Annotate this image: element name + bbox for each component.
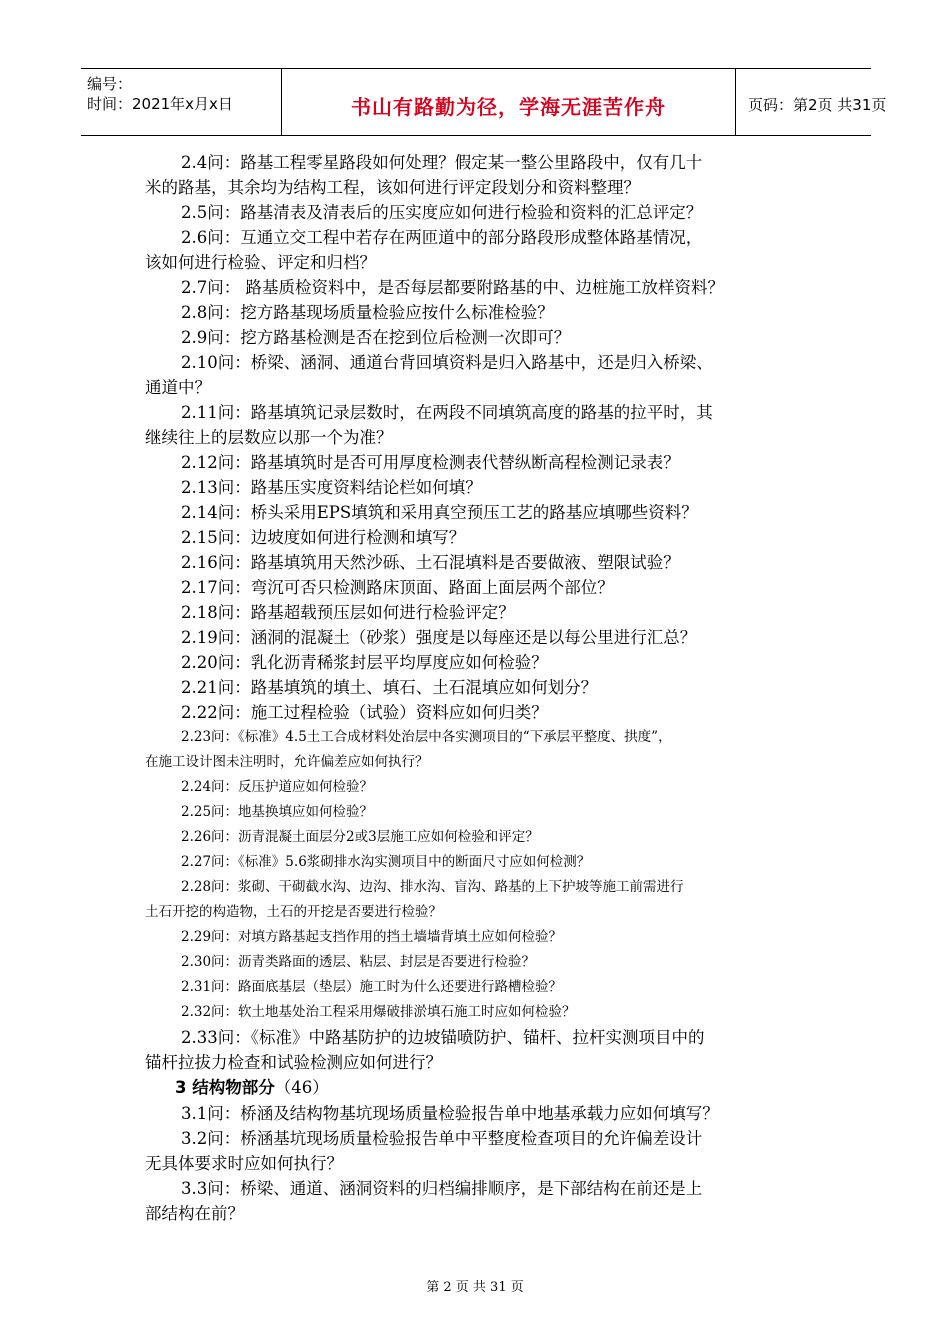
page-footer: 第 2 页 共 31 页 [426,1280,524,1295]
header-left-cell [81,69,281,135]
section-3-heading [145,1075,805,1101]
question-item [145,775,805,800]
section-2-questions [145,150,805,1075]
question-line: 2.30问：沥青类路面的透层、粘层、封层是否要进行检验？ [181,954,536,970]
question-line: 2.17问：弯沉可否只检测路床顶面、路面上面层两个部位？ [181,578,614,597]
header-table [81,68,887,136]
section-3-count: （46） [274,1078,329,1097]
question-line: 2.22问：施工过程检验（试验）资料应如何归类？ [181,703,548,722]
motto-text: 书山有路勤为径，学海无涯苦作舟 [351,95,666,119]
number-label: 编号： [87,75,133,93]
question-item [145,975,805,1000]
section-3-title: 3 结构物部分 [175,1078,275,1097]
question-line: 在施工设计图未注明时，允许偏差应如何执行？ [145,754,429,770]
time-label: 时间：2021年x月x日 [87,95,233,113]
question-item [145,350,805,400]
question-line: 部结构在前？ [145,1204,244,1223]
question-item [145,225,805,275]
question-line: 2.21问：路基填筑的填土、填石、土石混填应如何划分？ [181,678,598,697]
question-line: 2.7问： 路基质检资料中，是否每层都要附路基的中、边桩施工放样资料？ [181,278,724,297]
question-item [145,925,805,950]
question-line: 继续往上的层数应以那一个为准？ [145,428,393,447]
question-line: 3.1问：桥涵及结构物基坑现场质量检验报告单中地基承载力应如何填写？ [181,1104,719,1123]
question-item [145,950,805,975]
question-line: 2.26问：沥青混凝土面层分2或3层施工应如何检验和评定？ [181,829,539,845]
question-item [145,1025,805,1075]
question-item [145,725,805,775]
question-line: 2.25问：地基换填应如何检验？ [181,804,374,820]
question-line: 2.14问：桥头采用EPS填筑和采用真空预压工艺的路基应填哪些资料？ [181,503,698,522]
question-item [145,675,805,700]
question-item [145,575,805,600]
question-line: 2.9问：挖方路基检测是否在挖到位后检测一次即可？ [181,328,571,347]
question-line: 2.32问：软土地基处治工程采用爆破排淤填石施工时应如何检验？ [181,1004,576,1020]
question-line: 2.31问：路面底基层（垫层）施工时为什么还要进行路槽检验？ [181,979,563,995]
question-line: 2.5问：路基清表及清表后的压实度应如何进行检验和资料的汇总评定？ [181,203,703,222]
question-item [145,325,805,350]
section-3-questions [145,1101,805,1226]
question-item [145,625,805,650]
question-line: 2.27问：《标准》5.6浆砌排水沟实测项目中的断面尺寸应如何检测？ [181,854,591,870]
question-line: 2.19问：涵洞的混凝土（砂浆）强度是以每座还是以每公里进行汇总？ [181,628,697,647]
question-line: 2.24问：反压护道应如何检验？ [181,779,374,795]
question-line: 3.3问：桥梁、通道、涵洞资料的归档编排顺序，是下部结构在前还是上 [181,1179,703,1198]
question-item [145,850,805,875]
question-item [145,275,805,300]
question-item [145,1176,805,1226]
question-line: 2.12问：路基填筑时是否可用厚度检测表代替纵断高程检测记录表？ [181,453,680,472]
question-line: 3.2问：桥涵基坑现场质量检验报告单中平整度检查项目的允许偏差设计 [181,1129,703,1148]
question-line: 土石开挖的构造物，土石的开挖是否要进行检验？ [145,904,442,920]
question-line: 2.23问：《标准》4.5土工合成材料处治层中各实测项目的“下承层平整度、拱度”， [181,729,672,745]
question-item [145,450,805,475]
question-line: 2.16问：路基填筑用天然沙砾、土石混填料是否要做液、塑限试验？ [181,553,680,572]
question-line: 2.20问：乳化沥青稀浆封层平均厚度应如何检验？ [181,653,548,672]
question-item [145,1126,805,1176]
question-item [145,825,805,850]
question-line: 2.29问：对填方路基起支挡作用的挡土墙墙背填土应如何检验？ [181,929,563,945]
question-line: 锚杆拉拔力检查和试验检测应如何进行？ [145,1053,442,1072]
question-line: 该如何进行检验、评定和归档？ [145,253,376,272]
document-body [145,150,805,1226]
question-line: 2.6问：互通立交工程中若存在两匝道中的部分路段形成整体路基情况， [181,228,703,247]
question-line: 2.10问：桥梁、涵洞、通道台背回填资料是归入路基中，还是归入桥梁、 [181,353,713,372]
question-item [145,150,805,200]
question-line: 2.15问：边坡度如何进行检测和填写？ [181,528,466,547]
question-item [145,400,805,450]
question-line: 2.33问：《标准》中路基防护的边坡锚喷防护、锚杆、拉杆实测项目中的 [181,1028,705,1047]
question-line: 无具体要求时应如何执行？ [145,1154,343,1173]
question-item [145,300,805,325]
question-item [145,1000,805,1025]
question-item [145,500,805,525]
header-motto-cell [281,69,736,135]
question-line: 2.8问：挖方路基现场质量检验应按什么标准检验？ [181,303,554,322]
question-item [145,800,805,825]
header-page-cell [736,69,887,135]
question-item [145,600,805,625]
question-line: 通道中？ [145,378,211,397]
question-item [145,475,805,500]
question-item [145,550,805,575]
question-line: 2.4问：路基工程零星路段如何处理？假定某一整公里路段中，仅有几十 [181,153,703,172]
question-item [145,1101,805,1126]
question-item [145,875,805,925]
question-line: 2.11问：路基填筑记录层数时，在两段不同填筑高度的路基的拉平时，其 [181,403,713,422]
page-code: 页码：第2页 共31页 [748,96,887,114]
question-line: 2.18问：路基超载预压层如何进行检验评定？ [181,603,515,622]
question-item [145,700,805,725]
question-line: 米的路基，其余均为结构工程，该如何进行评定段划分和资料整理？ [145,178,640,197]
question-line: 2.13问：路基压实度资料结论栏如何填？ [181,478,482,497]
question-item [145,650,805,675]
question-item [145,200,805,225]
question-item [145,525,805,550]
question-line: 2.28问：浆砌、干砌截水沟、边沟、排水沟、盲沟、路基的上下护坡等施工前需进行 [181,879,684,895]
